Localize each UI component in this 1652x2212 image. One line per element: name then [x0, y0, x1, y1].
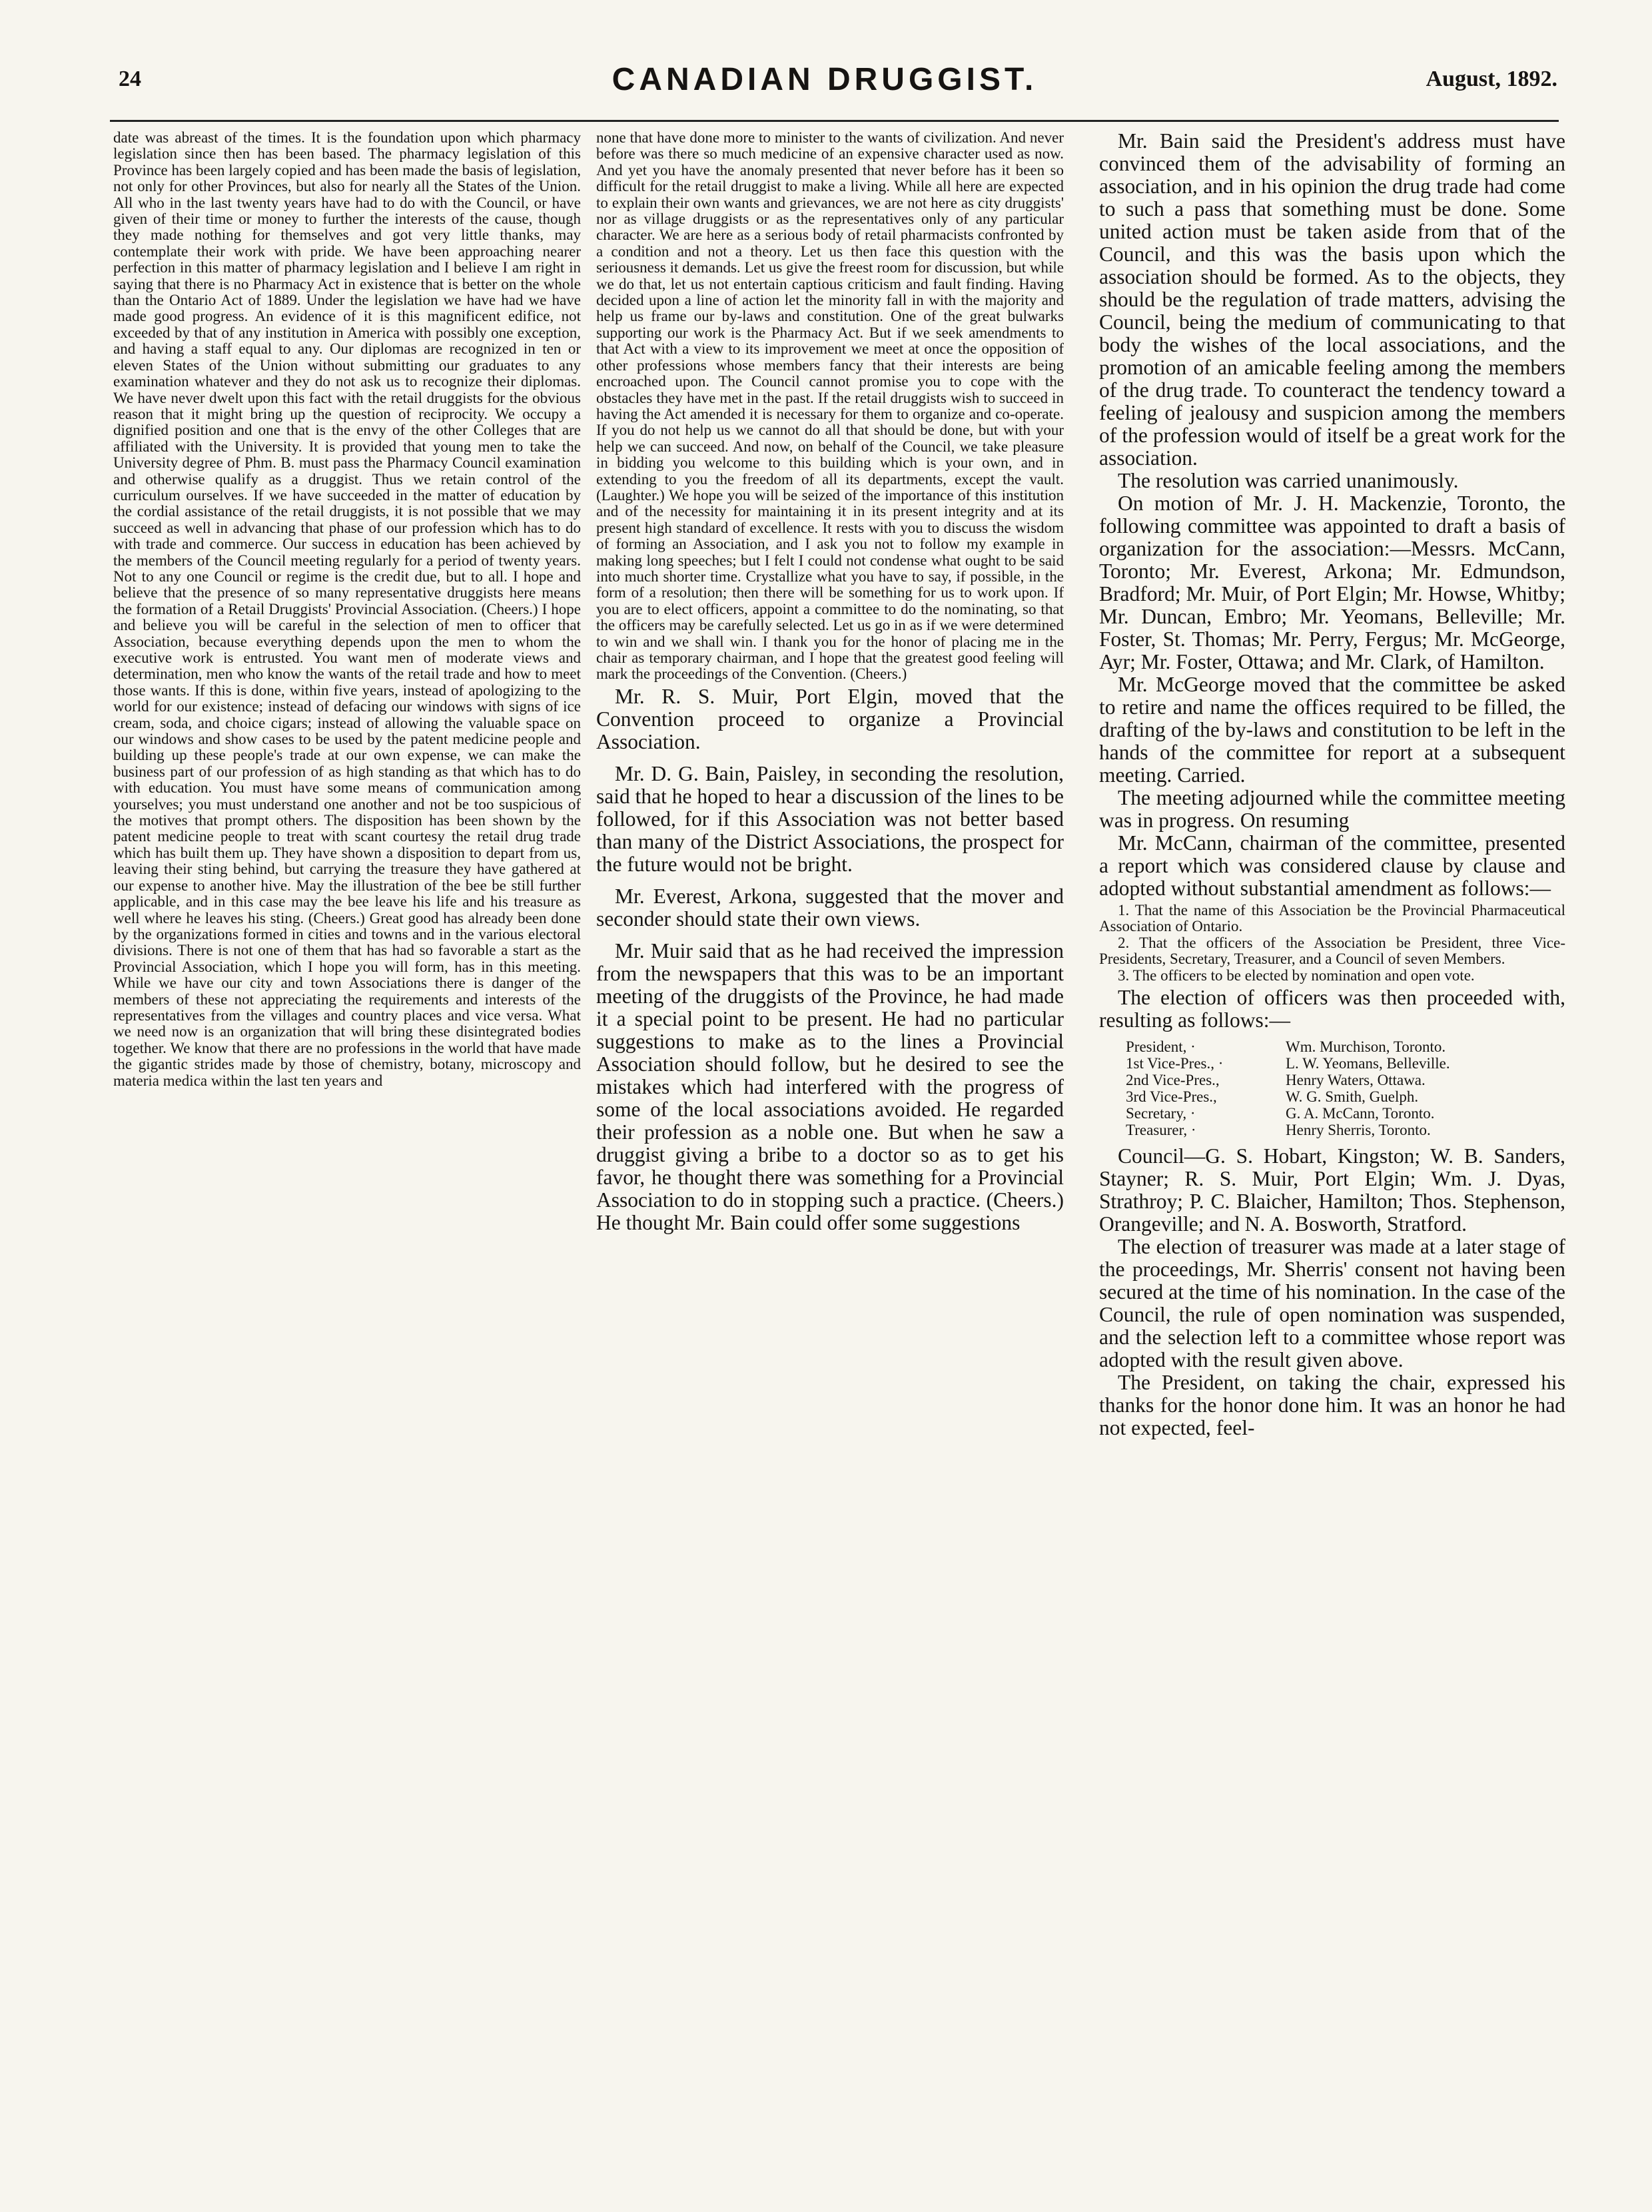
- officer-name: L. W. Yeomans, Belleville.: [1286, 1055, 1450, 1072]
- officers-list: [1126, 1038, 1565, 1138]
- body-paragraph: The resolution was carried unanimously.: [1118, 469, 1459, 492]
- body-paragraph: none that have done more to minister to the wants of civilization. And never before was there so much medicine of an expensive character used as now. And yet you have the anomaly presented that never before has it been so difficult for the retail druggist to make a living. While all here are expected to explain their own wants and grievances, we are not here as city druggists' nor as village druggists or as the representatives only of any particular character. We are here as a serious body of retail pharmacists confronted by a condition and not a theory. Let us then face this question with the seriousness it demands. Let us give the freest room for discussion, but while we do that, let us not entertain captious criticism and fault finding. Having decided upon a line of action let the minority fall in with the majority and help us frame our by-laws and constitution. One of the great bulwarks supporting our work is the Pharmacy Act. But if we seek amendments to that Act with a view to its improvement we meet at once the opposition of other professions whose members fancy that their interests are being encroached upon. The Council cannot promise you to cope with the obstacles they have met in the past. If the retail druggists wish to succeed in having the Act amended it is necessary for them to organize and co-operate. If you do not help us we cannot do all that should be done, but with your help we can succeed. And now, on behalf of the Council, we take pleasure in bidding you welcome to this building which is your own, and in extending to you the freedom of all its departments, except the vault. (Laughter.) We hope you will be seized of the importance of this institution and of the necessity for maintaining it in its present integrity and at its present high standard of excellence. It rests with you to discuss the wisdom of forming an Association, and I ask you not to follow my example in making long speeches; but I felt I could not condense what ought to be said into much shorter time. Crystallize what you have to say, if possible, in the form of a resolution; then there will be something for us to work upon. If you are to elect officers, appoint a committee to do the nominating, so that the officers may be carefully selected. Let us go in as if we were determined to win and we shall win. I thank you for the honor of placing me in the chair as temporary chairman, and I hope that the greatest good feeling will mark the proceedings of the Convention. (Cheers.): [596, 130, 1064, 683]
- resolution-clause: 1. That the name of this Association be the Provincial Pharmaceutical Association of Ontario.: [1099, 902, 1565, 935]
- column-2: [596, 130, 1064, 1234]
- officer-row: [1126, 1055, 1565, 1072]
- body-paragraph: Mr. D. G. Bain, Paisley, in seconding the resolution, said that he hoped to hear a discussion of the lines to be followed, for if this Association was not better based than many of the District Associations, the prospect for the future would not be bright.: [596, 761, 1064, 876]
- body-paragraph: The meeting adjourned while the committee meeting was in progress. On resuming: [1099, 786, 1565, 832]
- officer-role: 3rd Vice-Pres.,: [1126, 1088, 1217, 1106]
- body-paragraph: Mr. Bain said the President's address must have convinced them of the advisability of forming an association, and in his opinion the drug trade had come to such a pass that something must be done. Some united action must be taken aside from that of the Council, and this was the basis upon which the association should be formed. As to the objects, they should be the regulation of trade matters, advising the Council, being the medium of communicating to that body the wishes of the local associations, and the promotion of an amicable feeling among the members of the drug trade. To counteract the tendency toward a feeling of jealousy and suspicion among the members of the profession would of itself be a great work for the association.: [1099, 130, 1565, 470]
- officer-role: 1st Vice-Pres., ·: [1126, 1055, 1224, 1072]
- body-paragraph: Mr. R. S. Muir, Port Elgin, moved that the Convention proceed to organize a Provincial Association.: [596, 684, 1064, 753]
- officer-name: Wm. Murchison, Toronto.: [1286, 1038, 1446, 1056]
- officer-row: [1126, 1105, 1565, 1122]
- body-paragraph: The election of officers was then proceeded with, resulting as follows:—: [1099, 986, 1565, 1032]
- body-paragraph: Mr. Muir said that as he had received the impression from the newspapers that this was to be an important meeting of the druggists of the Province, he had made it a special point to be present. He had no particular suggestions to make as to the lines a Provincial Association should follow, but he desired to see the mistakes which had interfered with the progress of some of the local associations avoided. He regarded their profession as a noble one. But when he saw a druggist giving a bribe to a doctor so as to get his favor, he thought there was something for a Provincial Association to do in stopping such a practice. (Cheers.) He thought Mr. Bain could offer some suggestions: [596, 938, 1064, 1234]
- body-paragraph: The election of treasurer was made at a later stage of the proceedings, Mr. Sherris' consent not having been secured at the time of his nomination. In the case of the Council, the rule of open nomination was suspended, and the selection left to a committee whose report was adopted with the result given above.: [1099, 1235, 1565, 1372]
- officer-row: [1126, 1038, 1565, 1055]
- page-number: 24: [119, 67, 141, 91]
- officer-row: [1126, 1072, 1565, 1088]
- officer-role: Treasurer, ·: [1126, 1122, 1196, 1139]
- officer-name: W. G. Smith, Guelph.: [1286, 1088, 1419, 1106]
- officer-role: Secretary, ·: [1126, 1105, 1196, 1122]
- body-paragraph: Mr. McGeorge moved that the committee be asked to retire and name the offices required to be filled, the drafting of the by-laws and constitution to be left in the hands of the committee for report at a subsequent meeting. Carried.: [1099, 673, 1565, 787]
- officer-role: 2nd Vice-Pres.,: [1126, 1072, 1220, 1089]
- officer-name: G. A. McCann, Toronto.: [1286, 1105, 1435, 1122]
- page-header: [79, 61, 1571, 108]
- body-paragraph: The President, on taking the chair, expressed his thanks for the honor done him. It was an honor he had not expected, feel-: [1099, 1371, 1565, 1440]
- resolution-clause: 3. The officers to be elected by nomination and open vote.: [1118, 966, 1475, 984]
- issue-date: August, 1892.: [1426, 67, 1557, 91]
- officer-role: President, ·: [1126, 1038, 1196, 1056]
- resolution-clause: 2. That the officers of the Association be President, three Vice-Presidents, Secretary, Treasurer, and a Council of seven Members.: [1099, 934, 1565, 968]
- publication-title: CANADIAN DRUGGIST.: [612, 62, 1038, 97]
- body-paragraph: Mr. Everest, Arkona, suggested that the mover and seconder should state their own views.: [596, 884, 1064, 930]
- body-paragraph: Council—G. S. Hobart, Kingston; W. B. Sanders, Stayner; R. S. Muir, Port Elgin; Wm. J. Dyas, Strathroy; P. C. Blaicher, Hamilton; Thos. Stephenson, Orangeville; and N. A. Bosworth, Stratford.: [1099, 1144, 1565, 1236]
- body-paragraph: On motion of Mr. J. H. Mackenzie, Toronto, the following committee was appointed to draft a basis of organization for the association:—Messrs. McCann, Toronto; Mr. Everest, Arkona; Mr. Edmundson, Bradford; Mr. Muir, of Port Elgin; Mr. Howse, Whitby; Mr. Duncan, Embro; Mr. Yeomans, Belleville; Mr. Foster, St. Thomas; Mr. Perry, Fergus; Mr. McGeorge, Ayr; Mr. Foster, Ottawa; and Mr. Clark, of Hamilton.: [1099, 492, 1565, 673]
- officer-name: Henry Waters, Ottawa.: [1286, 1072, 1426, 1089]
- column-1: [113, 130, 581, 1089]
- officer-name: Henry Sherris, Toronto.: [1286, 1122, 1431, 1139]
- column-3: [1099, 130, 1565, 1439]
- header-rule: [110, 120, 1559, 122]
- officer-row: [1126, 1088, 1565, 1105]
- officer-row: [1126, 1122, 1565, 1138]
- body-paragraph: Mr. McCann, chairman of the committee, presented a report which was considered clause by clause and adopted without substantial amendment as follows:—: [1099, 831, 1565, 900]
- body-paragraph: date was abreast of the times. It is the foundation upon which pharmacy legislation since then has been based. The pharmacy legislation of this Province has been largely copied and has been made the basis of legislation, not only for other Provinces, but also for nearly all the States of the Union. All who in the last twenty years have had to do with the Council, or have given of their time or money to further the interests of the cause, though they made nothing for themselves and got very little thanks, may contemplate their work with pride. We have been approaching nearer perfection in this matter of pharmacy legislation and I believe I am right in saying that there is no Pharmacy Act in existence that is better on the whole than the Ontario Act of 1889. Under the legislation we have had we have made good progress. An evidence of it is this magnificent edifice, not exceeded by that of any institution in America with possibly one exception, and having a staff equal to any. Our diplomas are recognized in ten or eleven States of the Union without submitting our graduates to any examination whatever and they do not ask us to recognize their diplomas. We have never dwelt upon this fact with the retail druggists for the obvious reason that it might bring up the question of reciprocity. We occupy a dignified position and one that is the envy of the other Colleges that are affiliated with the University. It is provided that young men to take the University degree of Phm. B. must pass the Pharmacy Council examination and otherwise qualify as a druggist. Thus we retain control of the curriculum ourselves. If we have succeeded in the matter of education by the cordial assistance of the retail druggists, it is not possible that we may succeed as well in advancing that phase of our profession which has to do with trade and commerce. Our success in education has been achieved by the members of the Council meeting regularly for a period of twenty years. Not to any one Council or regime is the credit due, but to all. I hope and believe that the presence of so many representative druggists here means the formation of a Retail Druggists' Provincial Association. (Cheers.) I hope and believe you will be careful in the selection of men to officer that Association, because everything depends upon the men to whom the executive work is entrusted. You want men of moderate views and determination, men who know the wants of the retail trade and how to meet those wants. If this is done, within five years, instead of apologizing to the world for our existence; instead of defacing our windows with signs of ice cream, soda, and choice cigars; instead of allowing the valuable space on our windows and show cases to be used by the patent medicine people and building up these people's trade at our own expense, we can make the business part of our profession of as high standing as that which has to do with education. You must have some means of communication among yourselves; you must understand one another and not be too suspicious of the motives that prompt others. The disposition has been shown by the patent medicine people to treat with scant courtesy the retail drug trade which has built them up. They have shown a disposition to depart from us, leaving their sting behind, but carrying the treasure they have gathered at our expense to another hive. May the illustration of the bee be still further applicable, and in this case may the bee leave his life and his treasure as well where he leaves his sting. (Cheers.) Great good has already been done by the organizations formed in cities and towns and in the various electoral divisions. There is not one of them that has had so favorable a start as the Provincial Association, which I hope you will form, has in this meeting. While we have our city and town Associations there is danger of the members of these not appreciating the requirements and interests of the representatives from the villages and country places and vice versa. What we need now is an organization that will bring these disintegrated bodies together. We know that there are no professions in the world that have made the gigantic strides made by those of chemistry, botany, microscopy and materia medica within the last ten years and: [113, 130, 581, 1089]
